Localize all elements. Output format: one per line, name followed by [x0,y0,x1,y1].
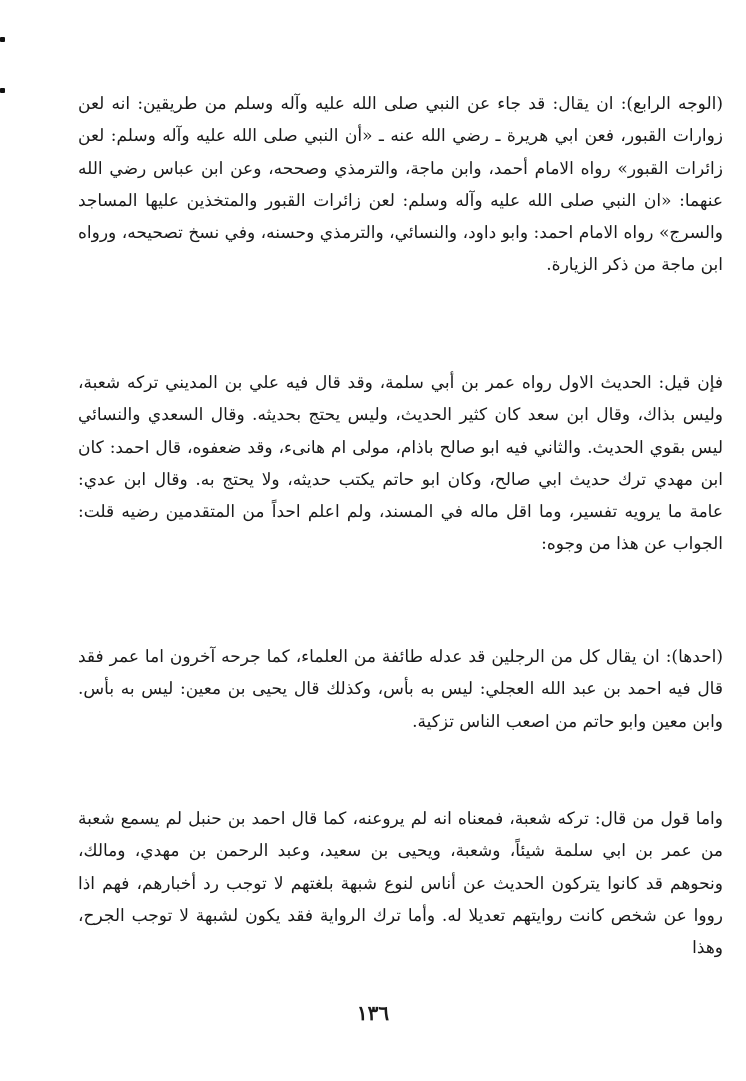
paragraph-text: (احدها): ان يقال كل من الرجلين قد عدله طائفة من العلماء، كما جرحه آخرون اما عمر فقد قال فيه احمد بن عبد الله العجلي: ليس به بأس، وكذلك قال يحيى بن معين: ليس به بأس. وابن معين وابو حاتم من اصعب الناس تزكية. [78,647,723,732]
margin-mark [0,88,5,93]
margin-mark [0,37,5,42]
page-number: ١٣٦ [356,1001,390,1025]
paragraph-text: فإن قيل: الحديث الاول رواه عمر بن أبي سلمة، وقد قال فيه علي بن المديني تركه شعبة، وليس بذاك، وقال ابن سعد كان كثير الحديث، وليس يحتج بحديثه. وقال السعدي والنسائي ليس بقوي الحديث. والثاني فيه ابو صالح باذام، مولى ام هانىء، وقد ضعفوه، قال احمد: كان ابن مهدي ترك حديث ابي صالح، وكان ابو حاتم يكتب حديثه، ولا يحتج به. وقال ابن عدي: عامة ما يرويه تفسير، وما اقل ماله في المسند، ولم اعلم احداً من المتقدمين رضيه قلت: الجواب عن هذا من وجوه: [78,373,723,555]
paragraph-objection [78,367,723,561]
paragraph-first-reply [78,641,723,738]
paragraph-text: واما قول من قال: تركه شعبة، فمعناه انه لم يروعنه، كما قال احمد بن حنبل لم يسمع شعبة من عمر بن ابي سلمة شيئاً، وشعبة، ويحيى بن سعيد، وعبد الرحمن بن مهدي، ومالك، ونحوهم قد كانوا يتركون الحديث عن أناس لنوع شبهة بلغتهم لا توجب رد أخبارهم، فهم اذا رووا عن شخص كانت روايتهم تعديلا له. وأما ترك الرواية فقد يكون لشبهة لا توجب الجرح، وهذا [78,809,723,959]
paragraph-fourth-aspect [78,88,723,282]
paragraph-text: (الوجه الرابع): ان يقال: قد جاء عن النبي صلى الله عليه وآله وسلم من طريقين: انه لعن زوارات القبور، فعن ابي هريرة ـ رضي الله عنه ـ «أن النبي صلى الله عليه وآله وسلم: لعن زائرات القبور» رواه الامام أحمد، وابن ماجة، والترمذي وصححه، وعن ابن عباس رضي الله عنهما: «ان النبي صلى الله عليه وآله وسلم: لعن زائرات القبور والمتخذين عليها المساجد والسرج» رواه الامام احمد: وابو داود، والنسائي، والترمذي وحسنه، وفي نسخ تصحيحه، ورواه ابن ماجة من ذكر الزيارة. [78,94,723,276]
paragraph-shuba-reply [78,803,723,964]
